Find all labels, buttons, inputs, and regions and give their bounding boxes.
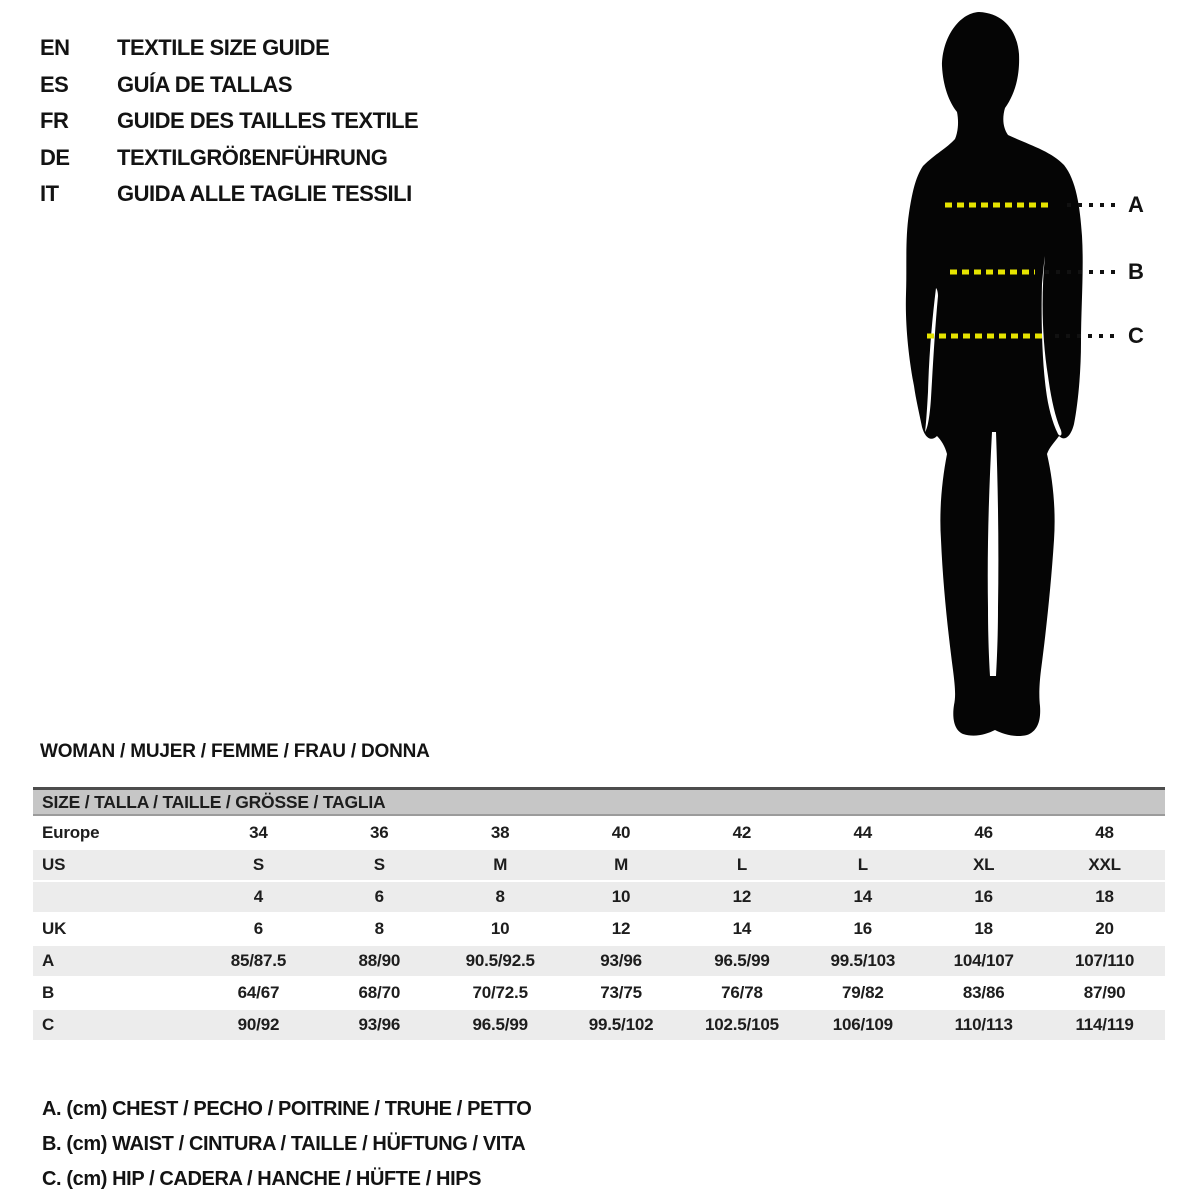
table-row	[33, 818, 1165, 848]
table-row	[33, 978, 1165, 1008]
language-title-list	[40, 30, 418, 213]
table-cell: 93/96	[358, 1015, 401, 1034]
table-row-label: UK	[42, 919, 67, 938]
table-cell: 85/87.5	[230, 951, 287, 970]
language-title: GUIDE DES TAILLES TEXTILE	[117, 108, 419, 134]
table-cell: 14	[732, 919, 752, 938]
language-title: TEXTILE SIZE GUIDE	[117, 35, 330, 61]
table-cell: 16	[853, 919, 873, 938]
table-row	[33, 946, 1165, 976]
table-cell: 6	[374, 887, 384, 906]
table-row-label: Europe	[42, 823, 100, 842]
table-row	[33, 850, 1165, 880]
measure-label-b: B	[1128, 259, 1144, 284]
size-table-header: SIZE / TALLA / TAILLE / GRÖSSE / TAGLIA	[33, 787, 1165, 816]
table-cell: 104/107	[953, 951, 1014, 970]
table-cell: 99.5/102	[588, 1015, 654, 1034]
table-cell: L	[857, 855, 868, 874]
table-cell: 8	[495, 887, 505, 906]
table-cell: 10	[490, 919, 510, 938]
table-cell: 106/109	[832, 1015, 893, 1034]
table-cell: 70/72.5	[472, 983, 528, 1002]
language-title: GUÍA DE TALLAS	[117, 71, 293, 97]
table-cell: 79/82	[842, 983, 884, 1002]
measure-label-c: C	[1128, 323, 1144, 348]
table-cell: 96.5/99	[472, 1015, 528, 1034]
table-cell: 88/90	[358, 951, 401, 970]
table-cell: 93/96	[600, 951, 642, 970]
table-cell: 6	[253, 919, 264, 938]
table-cell: 42	[732, 823, 752, 842]
table-cell: 16	[974, 887, 993, 906]
table-cell: 87/90	[1083, 983, 1126, 1002]
language-title: GUIDA ALLE TAGLIE TESSILI	[117, 181, 412, 207]
table-cell: M	[493, 855, 508, 874]
table-cell: 90/92	[237, 1015, 280, 1034]
table-cell: XXL	[1088, 855, 1121, 874]
section-title: WOMAN / MUJER / FEMME / FRAU / DONNA	[40, 741, 430, 762]
table-cell: XL	[973, 855, 995, 874]
table-cell: 83/86	[962, 983, 1005, 1002]
table-cell: 76/78	[721, 983, 763, 1002]
table-cell: 14	[853, 887, 873, 906]
table-row	[33, 914, 1165, 944]
legend-line-c: C. (cm) HIP / CADERA / HANCHE / HÜFTE / HIPS	[42, 1168, 482, 1190]
table-cell: 107/110	[1075, 951, 1135, 970]
table-row-label: US	[42, 855, 66, 874]
legend-line-b: B. (cm) WAIST / CINTURA / TAILLE / HÜFTUNG / VITA	[42, 1133, 526, 1155]
table-cell: 18	[974, 919, 993, 938]
table-cell: 20	[1095, 919, 1114, 938]
table-cell: 40	[611, 823, 631, 842]
language-code: IT	[40, 181, 59, 207]
table-cell: 48	[1095, 823, 1114, 842]
table-row	[33, 1010, 1165, 1040]
table-cell: 102.5/105	[705, 1015, 779, 1034]
table-row-label	[33, 882, 198, 912]
table-cell: 99.5/103	[830, 951, 896, 970]
table-cell: 12	[611, 919, 631, 938]
measure-label-a: A	[1128, 192, 1144, 217]
table-cell: 34	[249, 823, 268, 842]
language-code: FR	[40, 108, 69, 134]
table-cell: 73/75	[600, 983, 642, 1002]
table-cell: 96.5/99	[714, 951, 770, 970]
measurement-legend	[42, 1092, 531, 1197]
table-cell: 68/70	[358, 983, 401, 1002]
language-code: EN	[40, 35, 70, 61]
table-cell: 44	[853, 823, 873, 842]
table-cell: 38	[490, 823, 510, 842]
table-cell: 10	[611, 887, 631, 906]
table-row	[33, 882, 1165, 912]
table-cell: 110/113	[954, 1015, 1013, 1034]
table-cell: 64/67	[237, 983, 280, 1002]
language-code: DE	[40, 144, 70, 170]
table-cell: 90.5/92.5	[465, 951, 535, 970]
table-cell: 4	[253, 887, 264, 906]
table-cell: S	[252, 855, 264, 874]
table-cell: 46	[974, 823, 993, 842]
table-row-label: B	[42, 983, 55, 1002]
table-row-label: A	[42, 951, 55, 970]
table-cell: 36	[370, 823, 389, 842]
table-cell: 114/119	[1075, 1015, 1134, 1034]
table-cell: 8	[374, 919, 384, 938]
table-cell: S	[373, 855, 385, 874]
language-code: ES	[40, 71, 69, 97]
legend-line-a: A. (cm) CHEST / PECHO / POITRINE / TRUHE / PETTO	[42, 1098, 532, 1120]
table-cell: M	[614, 855, 629, 874]
table-cell: 12	[732, 887, 752, 906]
language-title: TEXTILGRÖßENFÜHRUNG	[117, 144, 388, 170]
size-table-body	[33, 818, 1165, 1040]
table-row-label: C	[42, 1015, 55, 1034]
size-table	[33, 787, 1165, 1040]
table-cell: 18	[1095, 887, 1114, 906]
table-cell: L	[736, 855, 748, 874]
woman-silhouette	[895, 8, 1120, 743]
